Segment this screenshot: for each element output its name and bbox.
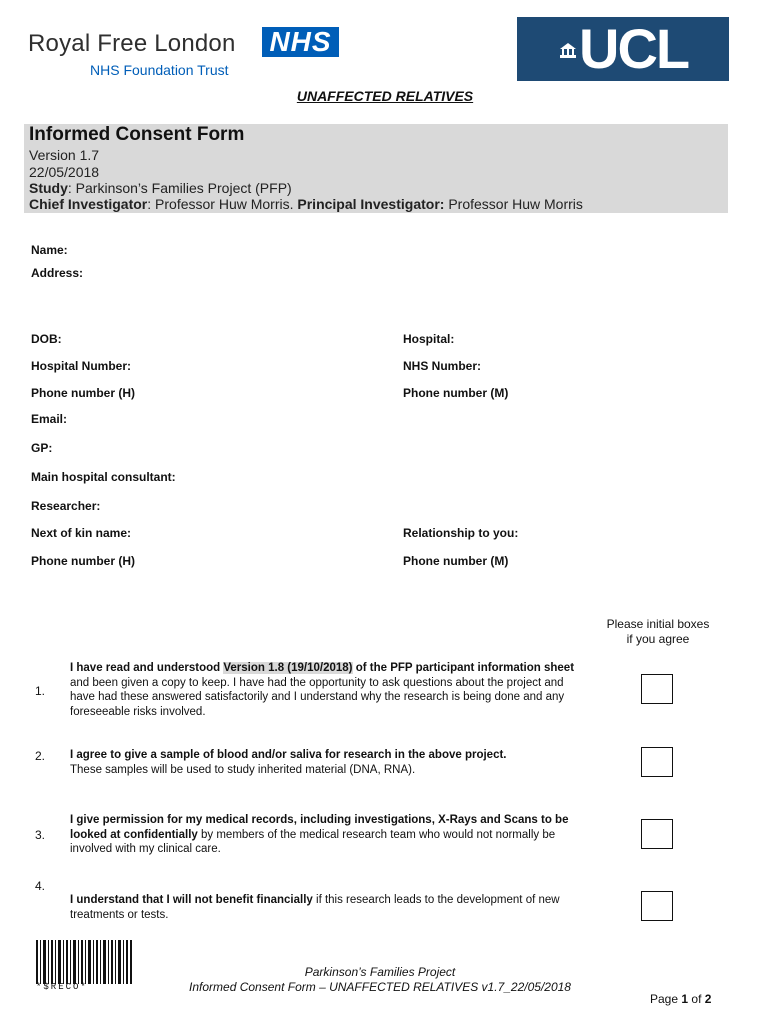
consultant-field-label: Main hospital consultant: [31, 470, 176, 484]
form-subtitle: UNAFFECTED RELATIVES [296, 88, 474, 104]
page-number: Page 1 of 2 [650, 992, 712, 1006]
form-title: Informed Consent Form [29, 124, 245, 145]
consent-statement-4: I understand that I will not benefit financially if this research leads to the development of new treatments or tests. [70, 894, 560, 921]
nhs-foundation-trust-text: NHS Foundation Trust [90, 62, 229, 78]
consent-checkbox-2[interactable] [641, 747, 673, 777]
nhs-number-field-label: NHS Number: [403, 359, 482, 373]
kin-phone-mobile-field-label: Phone number (M) [403, 554, 509, 568]
footer-project-name: Parkinson’s Families Project [304, 965, 456, 979]
email-field-label: Email: [31, 412, 68, 426]
form-date: 22/05/2018 [29, 164, 100, 180]
phone-home-field-label: Phone number (H) [31, 386, 135, 400]
consent-statement-2: I agree to give a sample of blood and/or saliva for research in the above project. These samples will be used to study inherited material (DNA, RNA). [70, 749, 507, 776]
next-of-kin-field-label: Next of kin name: [31, 526, 132, 540]
item-number: 1. [35, 684, 46, 698]
item-number: 4. [35, 879, 46, 893]
initial-boxes-note: Please initial boxes if you agree [606, 617, 710, 646]
ucl-logo [517, 17, 729, 81]
form-version: Version 1.7 [29, 147, 100, 163]
dob-field-label: DOB: [31, 332, 62, 346]
consent-checkbox-3[interactable] [641, 819, 673, 849]
item-number: 2. [35, 749, 46, 763]
consent-checkbox-1[interactable] [641, 674, 673, 704]
investigators-line: Chief Investigator: Professor Huw Morris. Principal Investigator: Professor Huw Morris [29, 196, 583, 212]
item-number: 3. [35, 828, 46, 842]
consent-statement-3: I give permission for my medical records, including investigations, X-Rays and Scans to be looked at confidentially by members of the medical research team who would not normally be involved with my clinical care. [70, 814, 569, 855]
ucl-portico-icon [559, 41, 577, 59]
gp-field-label: GP: [31, 441, 53, 455]
barcode [36, 940, 132, 984]
hospital-number-field-label: Hospital Number: [31, 359, 132, 373]
ucl-logo-text: UCL [579, 17, 689, 80]
royal-free-logo-text: Royal Free London [28, 30, 236, 57]
form-heading-block [24, 124, 728, 213]
phone-mobile-field-label: Phone number (M) [403, 386, 509, 400]
name-field-label: Name: [31, 243, 68, 257]
barcode-text: *$RECO* [36, 982, 88, 992]
relationship-field-label: Relationship to you: [403, 526, 519, 540]
kin-phone-home-field-label: Phone number (H) [31, 554, 135, 568]
study-line: Study: Parkinson’s Families Project (PFP) [29, 180, 292, 196]
consent-checkbox-4[interactable] [641, 891, 673, 921]
hospital-field-label: Hospital: [403, 332, 455, 346]
researcher-field-label: Researcher: [31, 499, 101, 513]
nhs-logo: NHS [262, 27, 339, 57]
address-field-label: Address: [31, 266, 84, 280]
consent-statement-1: I have read and understood Version 1.8 (19/10/2018) of the PFP participant information sheet and been given a copy to keep. I have had the opportunity to ask questions about the project and have had these answered satisfactorily and I understand why the research is being done and any foreseeable risks involved. [70, 662, 575, 718]
footer-document-id: Informed Consent Form – UNAFFECTED RELATIVES v1.7_22/05/2018 [189, 980, 571, 994]
